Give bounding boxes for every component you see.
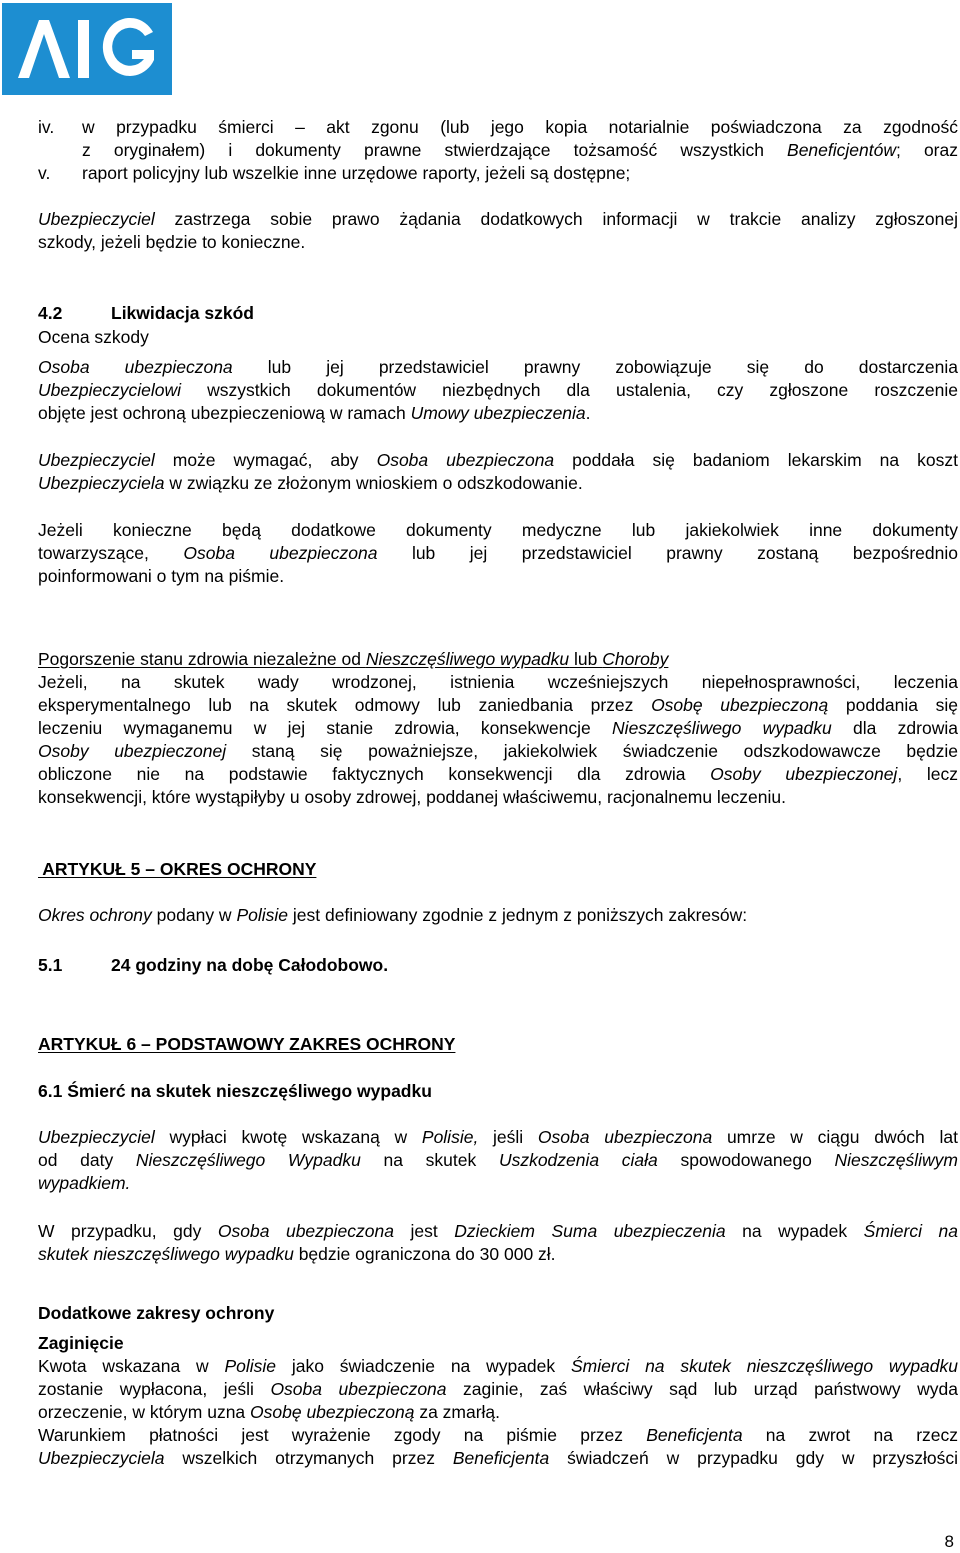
paragraph: Jeżeli, na skutek wady wrodzonej, istnienia wcześniejszych niepełnosprawności, leczenia eksperymentalnego lub na skutek odmowy lub zaniedbania przez Osobę ubezpieczoną poddania się leczeniu wymaganemu w jej stanie zdrowia, konsekwencje Nieszczęśliwego wypadku dla zdrowia Osoby ubezpieczonej staną się poważniejsze, jakiekolwiek świadczenie odszkodowawcze będzie obliczone nie na podstawie faktycznych konsekwencji dla zdrowia Osoby ubezpieczonej, lecz konsekwencji, które wystąpiłyby u osoby zdrowej, poddanej właściwemu, racjonalnemu leczeniu. — [38, 672, 958, 807]
paragraph: Kwota wskazana w Polisie jako świadczenie na wypadek Śmierci na skutek nieszczęśliwego wypadku zostanie wypłacona, jeśli Osoba ubezpieczona zaginie, zaś właściwy sąd lub urząd państwowy wyda orzeczenie, w którym uzna Osobę ubezpieczoną za zmarłą. Warunkiem płatności jest wyrażenie zgody na piśmie przez Beneficjenta na zwrot na rzecz Ubezpieczyciela wszelkich otrzymanych przez Beneficjenta świadczeń w przypadku gdy w przyszłości — [38, 1356, 959, 1468]
paragraph: Ubezpieczyciel zastrzega sobie prawo żądania dodatkowych informacji w trakcie analizy zgłoszonej szkody, jeżeli będzie to konieczne. — [38, 209, 958, 252]
list-number: iv. — [38, 117, 55, 137]
paragraph: Okres ochrony podany w Polisie jest definiowany zgodnie z jednym z poniższych zakresów: — [38, 905, 748, 925]
list-item-text: raport policyjny lub wszelkie inne urzędowe raporty, jeżeli są dostępne; — [82, 163, 631, 183]
page-number: 8 — [944, 1532, 954, 1551]
section-heading: 5.1 24 godziny na dobę Całodobowo. — [38, 955, 389, 975]
section-heading: Dodatkowe zakresy ochrony — [38, 1303, 275, 1323]
section-heading: 4.2 Likwidacja szkód — [38, 303, 254, 323]
aig-logo — [2, 3, 172, 95]
paragraph: Jeżeli konieczne będą dodatkowe dokumenty medyczne lub jakiekolwiek inne dokumenty towarzyszące, Osoba ubezpieczona lub jej przedstawiciel prawny zostaną bezpośrednio poinformowani o tym na piśmie. — [38, 520, 958, 586]
section-heading: 6.1 Śmierć na skutek nieszczęśliwego wypadku — [38, 1081, 432, 1101]
paragraph: W przypadku, gdy Osoba ubezpieczona jest Dzieckiem Suma ubezpieczenia na wypadek Śmierci na skutek nieszczęśliwego wypadku będzie ograniczona do 30 000 zł. — [38, 1221, 958, 1264]
paragraph: Ubezpieczyciel wypłaci kwotę wskazaną w Polisie, jeśli Osoba ubezpieczona umrze w ciągu dwóch lat od daty Nieszczęśliwego Wypadku na skutek Uszkodzenia ciała spowodowanego Nieszczęśliwym wypadkiem. — [38, 1127, 959, 1193]
article-heading: ARTYKUŁ 6 – PODSTAWOWY ZAKRES OCHRONY — [38, 1034, 456, 1054]
paragraph: Osoba ubezpieczona lub jej przedstawiciel prawny zobowiązuje się do dostarczenia Ubezpieczycielowi wszystkich dokumentów niezbędnych dla ustalenia, czy zgłoszone roszczenie objęte jest ochroną ubezpieczeniową w ramach Umowy ubezpieczenia. — [38, 357, 959, 423]
section-subheading: Zaginięcie — [38, 1333, 124, 1353]
list-item-text — [82, 116, 958, 162]
text-line: w przypadku śmierci – akt zgonu (lub jego kopia notarialnie poświadczona za zgodność — [82, 117, 958, 137]
list-number: v. — [38, 163, 51, 183]
aig-logo-mark — [12, 14, 162, 84]
section-subheading: Pogorszenie stanu zdrowia niezależne od Nieszczęśliwego wypadku lub Choroby — [38, 649, 669, 669]
section-subheading: Ocena szkody — [38, 327, 149, 347]
article-heading: ARTYKUŁ 5 – OKRES OCHRONY — [38, 859, 317, 879]
paragraph: Ubezpieczyciel może wymagać, aby Osoba ubezpieczona poddała się badaniom lekarskim na koszt Ubezpieczyciela w związku ze złożonym wnioskiem o odszkodowanie. — [38, 450, 958, 493]
text-line: z oryginałem) i dokumenty prawne stwierdzające tożsamość wszystkich Beneficjentów; oraz — [82, 140, 958, 160]
